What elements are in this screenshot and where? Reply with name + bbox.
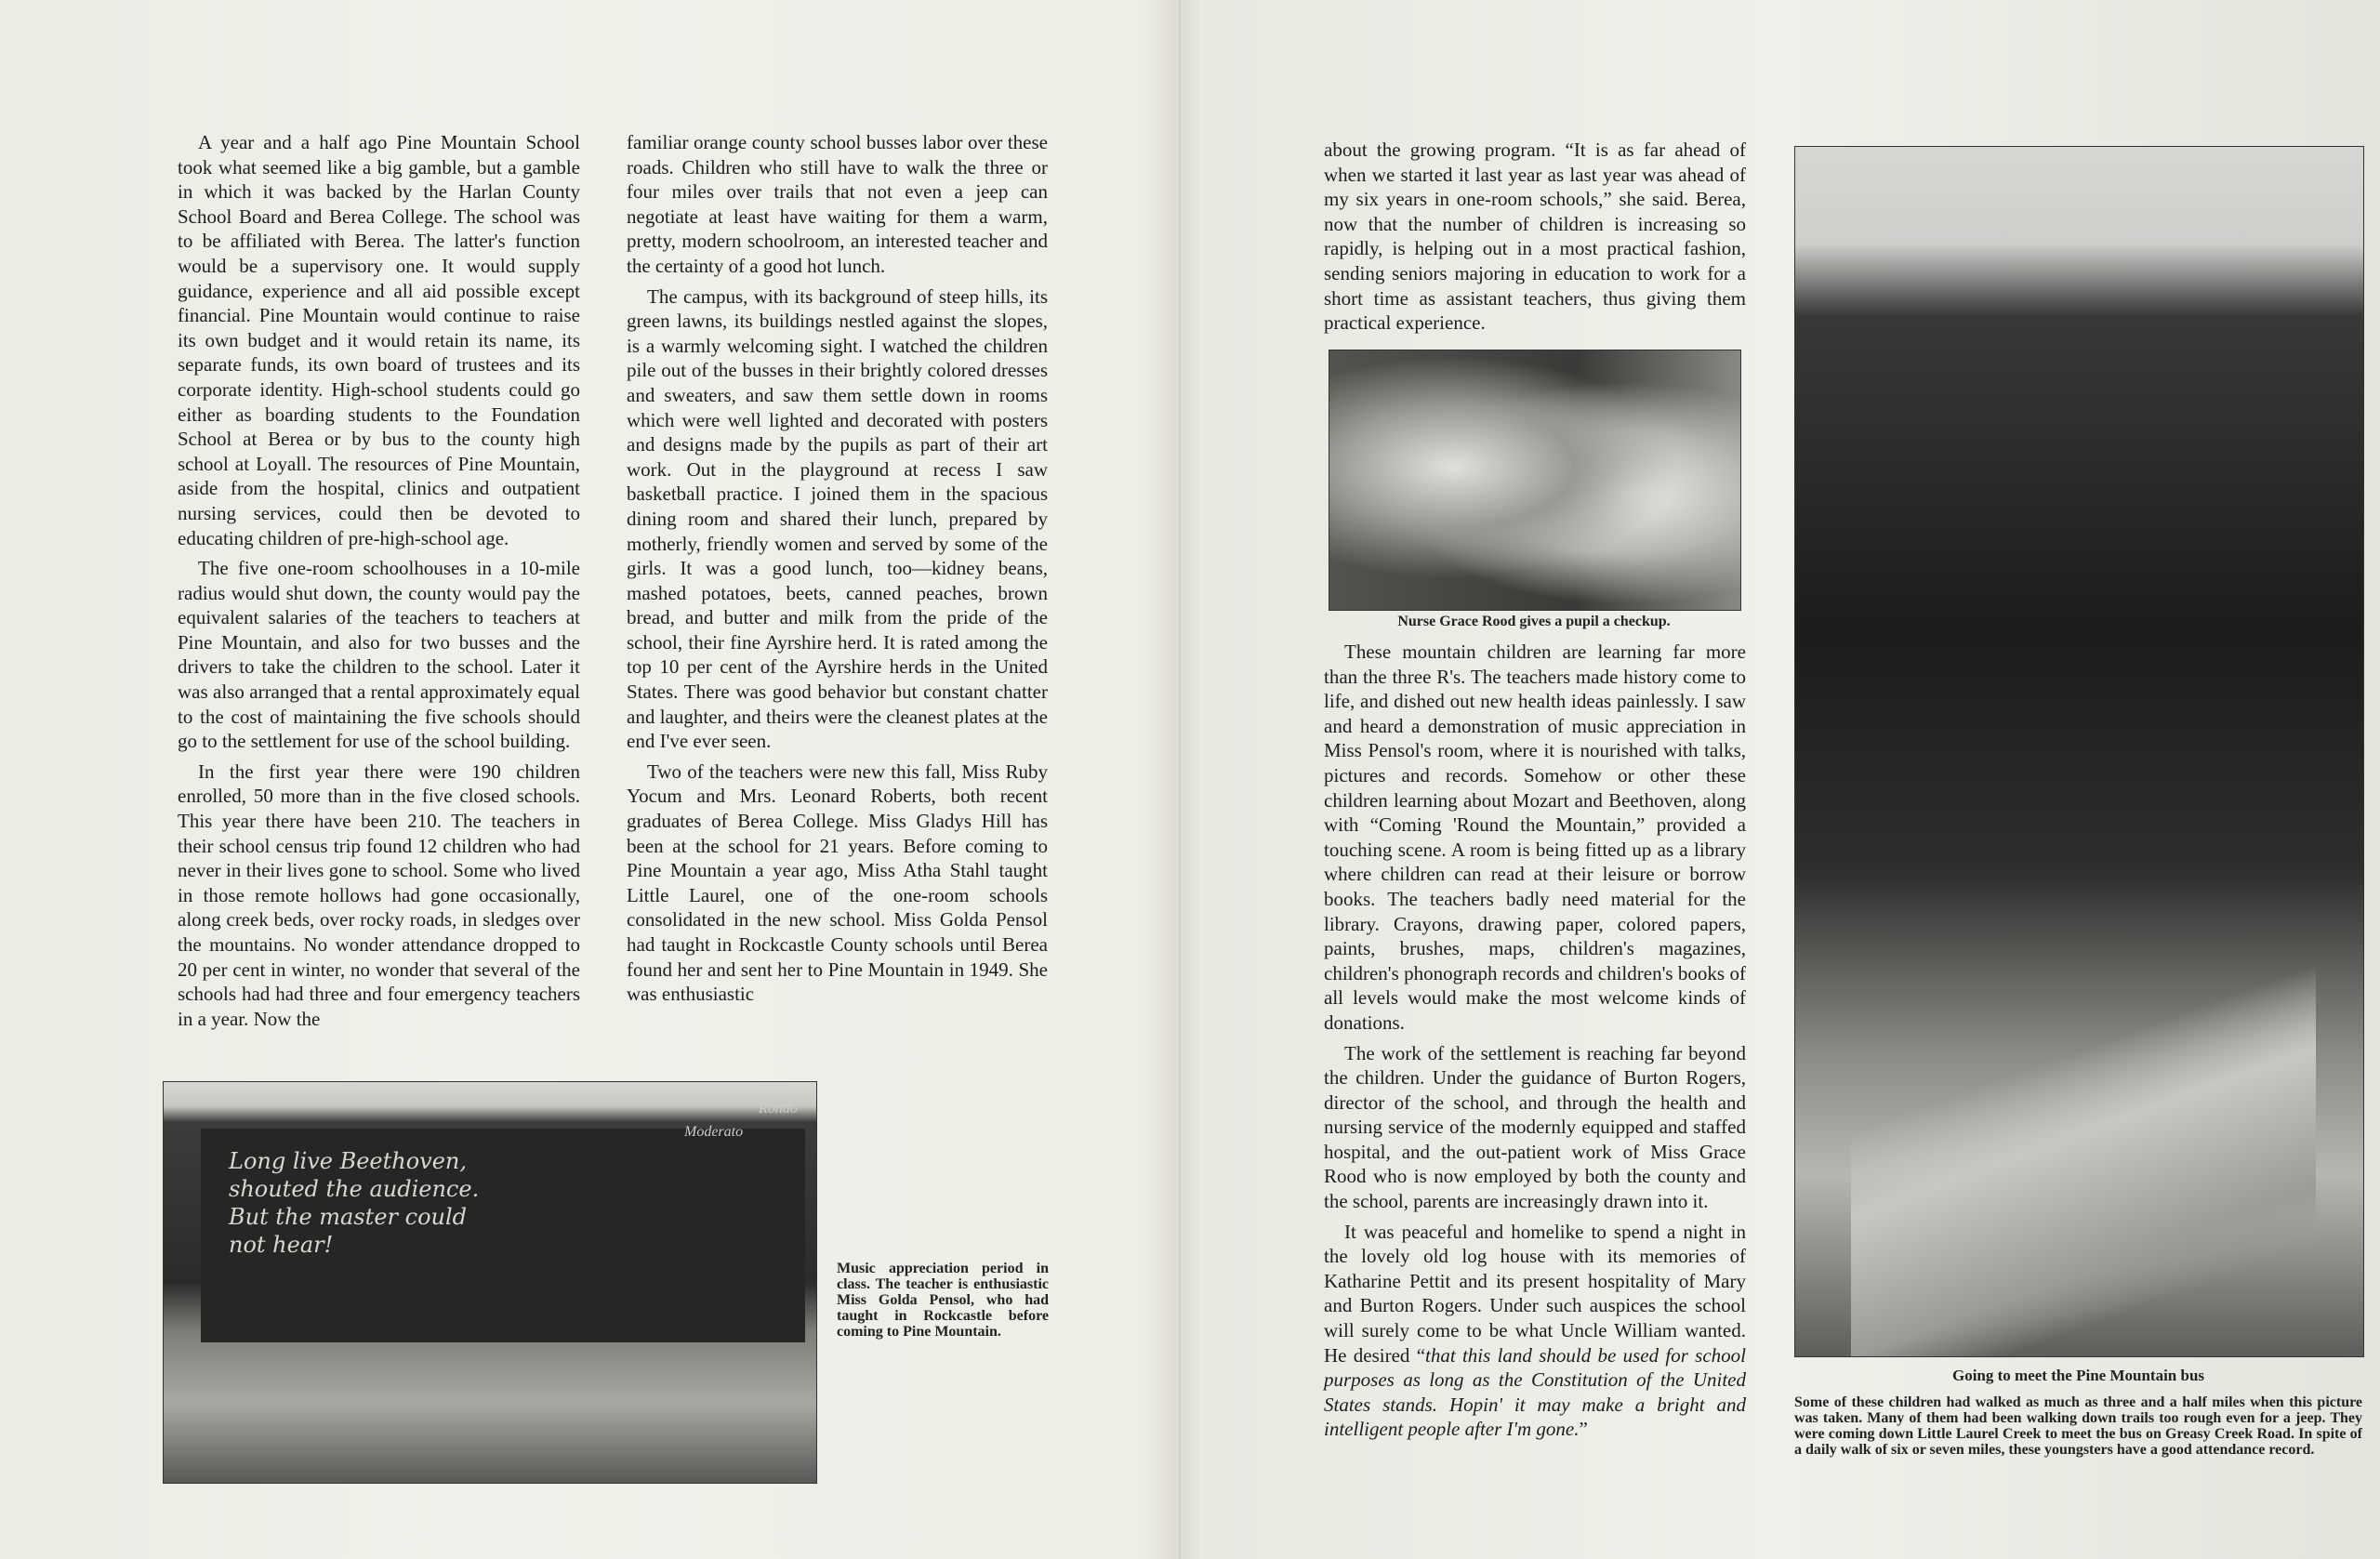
paragraph: The five one-room schoolhouses in a 10-mile radius would shut down, the county would pay the equivalent salaries of the teachers to teachers at Pine Mountain, and also for two busses and the drivers to take the children to the school. Later it was also arranged that a rental approximately equal to the cost of maintaining the five schools should go to the settlement for use of the school building. (178, 557, 580, 753)
paragraph: The campus, with its background of steep hills, its green lawns, its buildings nestled against the slopes, is a warmly welcoming sight. I watched the children pile out of the busses in their brightly colored dresses and sweaters, and saw them settle down in rooms which were well lighted and decorated with posters and designs made by the pupils as part of their art work. Out in the playground at recess I saw basketball practice. I joined them in the spacious dining room and shared their lunch, prepared by motherly, friendly women and served by some of the girls. It was a good lunch, too—kidney beans, mashed potatoes, beets, canned peaches, brown bread, and butter and milk from the pride of the school, their fine Ayrshire herd. It is rated among the top 10 per cent of the Ayrshire herds in the United States. There was good behavior but constant chatter and laughter, and theirs were the cleanest plates at the end I've ever seen. (627, 284, 1048, 753)
paragraph: Two of the teachers were new this fall, Miss Ruby Yocum and Mrs. Leonard Roberts, both recent graduates of Berea College. Miss Gladys Hill has been at the school for 21 years. Before coming to Pine Mountain a year ago, Miss Atha Stahl taught Little Laurel, one of the one-room schools consolidated in the new school. Miss Golda Pensol had taught in Rockcastle County schools until Berea found her and sent her to Pine Mountain in 1949. She was enthusiastic (627, 760, 1048, 1006)
children-walking-photo (1794, 146, 2364, 1357)
road (1851, 965, 2316, 1356)
blackboard-chalk-text: Long live Beethoven, shouted the audience. But the master could not hear! (229, 1148, 480, 1258)
right-column-bottom (1324, 640, 1746, 1447)
bus-photo-caption: Some of these children had walked as much as three and a half miles when this picture was taken. Many of them had been walking down trails too rough even for a jeep. They were coming down Little Laurel Creek to meet the bus on Greasy Creek Road. In spite of a daily walk of six or seven miles, these youngsters have a good attendance record. (1794, 1394, 2362, 1458)
left-column-2 (627, 130, 1048, 1012)
left-column-1 (178, 130, 580, 1037)
bus-photo-title: Going to meet the Pine Mountain bus (1951, 1367, 2205, 1384)
nurse-checkup-photo (1329, 350, 1741, 611)
paragraph-text: It was peaceful and homelike to spend a night in the lovely old log house with its memories of Katharine Pettit and its present hospitality of Mary and Burton Rogers. Under such auspices the school will surely come to be what Uncle William wanted. He desired “ (1324, 1220, 1746, 1367)
paragraph (1324, 1220, 1746, 1442)
blackboard-rondo-text: Rondo (759, 1101, 798, 1116)
paragraph: A year and a half ago Pine Mountain School took what seemed like a big gamble, but a gamble in which it was backed by the Harlan County School Board and Berea College. The school was to be affiliated with Berea. The latter's function would be a supervisory one. It would supply guidance, experience and all aid possible except financial. Pine Mountain would continue to raise its own budget and it would retain its name, its separate funds, its own board of trustees and its corporate identity. High-school students could go either as boarding students to the Foundation School at Berea or by bus to the county high school at Loyall. The resources of Pine Mountain, aside from the hospital, clinics and outpatient nursing services, could then be devoted to educating children of pre-high-school age. (178, 131, 580, 549)
blackboard-tempo-text: Moderato (684, 1124, 744, 1140)
page-fold (1177, 0, 1183, 1559)
quote-close: ” (1579, 1418, 1588, 1441)
quote-text: that this land should be used for school purposes as long as the Constitution of the United States stands. Hopin' it may make a bright and intelligent people after I'm gone. (1324, 1343, 1746, 1441)
nurse-photo-caption: Nurse Grace Rood gives a pupil a checkup. (1397, 614, 1671, 629)
music-photo-caption: Music appreciation period in class. The teacher is enthusiastic Miss Golda Pensol, who had taught in Rockcastle before coming to Pine Mountain. (837, 1261, 1049, 1340)
paragraph: In the first year there were 190 children enrolled, 50 more than in the five closed schools. This year there have been 210. The teachers in their school census trip found 12 children who had never in their lives gone to school. Some who lived in those remote hollows had gone occasionally, along creek beds, over rocky roads, in sledges over the mountains. No wonder attendance dropped to 20 per cent in winter, no wonder that several of the schools had had three and four emergency teachers in a year. Now the (178, 760, 580, 1030)
paragraph: These mountain children are learning far more than the three R's. The teachers made history come to life, and dished out new health ideas painlessly. I saw and heard a demonstration of music appreciation in Miss Pensol's room, where it is nourished with talks, pictures and records. Somehow or other these children learning about Mozart and Beethoven, along with “Coming 'Round the Mountain,” provided a touching scene. A room is being fitted up as a library where children can read at their leisure or borrow books. The teachers badly need material for the library. Crayons, drawing paper, colored papers, paints, brushes, maps, children's magazines, children's phonograph records and children's books of all levels would make the most welcome kinds of donations. (1324, 641, 1746, 1034)
music-class-photo (163, 1081, 817, 1484)
paragraph: familiar orange county school busses labor over these roads. Children who still have to walk the three or four miles over trails that not even a jeep can negotiate at least have waiting for them a warm, pretty, modern schoolroom, an interested teacher and the certainty of a good hot lunch. (627, 131, 1048, 277)
right-column-top (1324, 138, 1746, 341)
paragraph: about the growing program. “It is as far ahead of when we started it last year as last year was ahead of my six years in one-room schools,” she said. Berea, now that the number of children is increasing so rapidly, is helping out in a most practical fashion, sending seniors majoring in education to work for a short time as assistant teachers, thus giving them practical experience. (1324, 139, 1746, 335)
paragraph: The work of the settlement is reaching far beyond the children. Under the guidance of Burton Rogers, director of the school, and through the health and nursing service of the modernly equipped and staffed hospital, and the out-patient work of Miss Grace Rood who is now employed by both the county and the school, parents are increasingly drawn into it. (1324, 1041, 1746, 1213)
